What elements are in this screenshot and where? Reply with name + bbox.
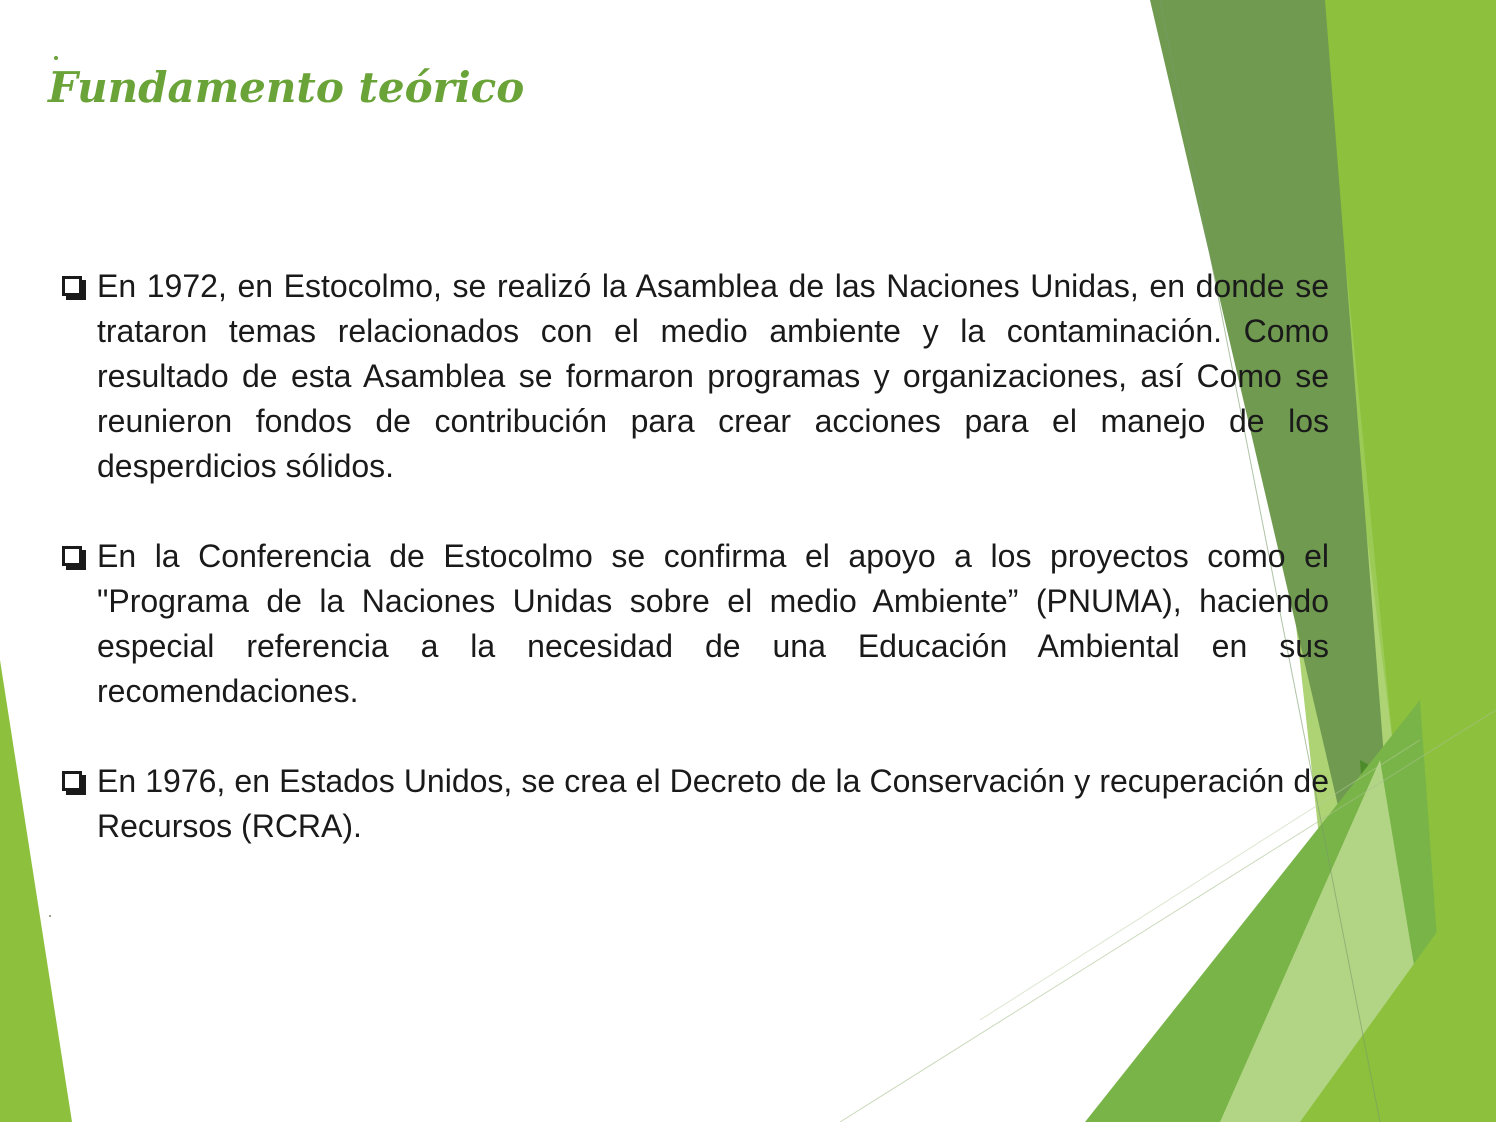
bullet-item-3 [62,759,1329,849]
bullet-text-2: En la Conferencia de Estocolmo se confirma el apoyo a los proyectos como el "Programa de la Naciones Unidas sobre el medio Ambiente” (PNUMA), haciendo especial referencia a la necesidad de una Educación Ambiental en sus recomendaciones. [97,538,1329,709]
slide-title: Fundamento teórico [48,63,525,112]
bullet-item-2 [62,534,1329,714]
checkbox-bullet-icon [62,276,82,296]
checkbox-bullet-icon [62,546,82,566]
bullet-text-3: En 1976, en Estados Unidos, se crea el Decreto de la Conservación y recuperación de Recursos (RCRA). [97,763,1329,844]
bullet-item-1 [62,264,1329,489]
checkbox-bullet-icon [62,771,82,791]
bullet-list [62,264,1329,849]
bullet-text-1: En 1972, en Estocolmo, se realizó la Asamblea de las Naciones Unidas, en donde se trataron temas relacionados con el medio ambiente y la contaminación. Como resultado de esta Asamblea se formaron programas y organizaciones, así Como se reunieron fondos de contribución para crear acciones para el manejo de los desperdicios sólidos. [97,268,1329,484]
stray-dot [49,915,51,917]
